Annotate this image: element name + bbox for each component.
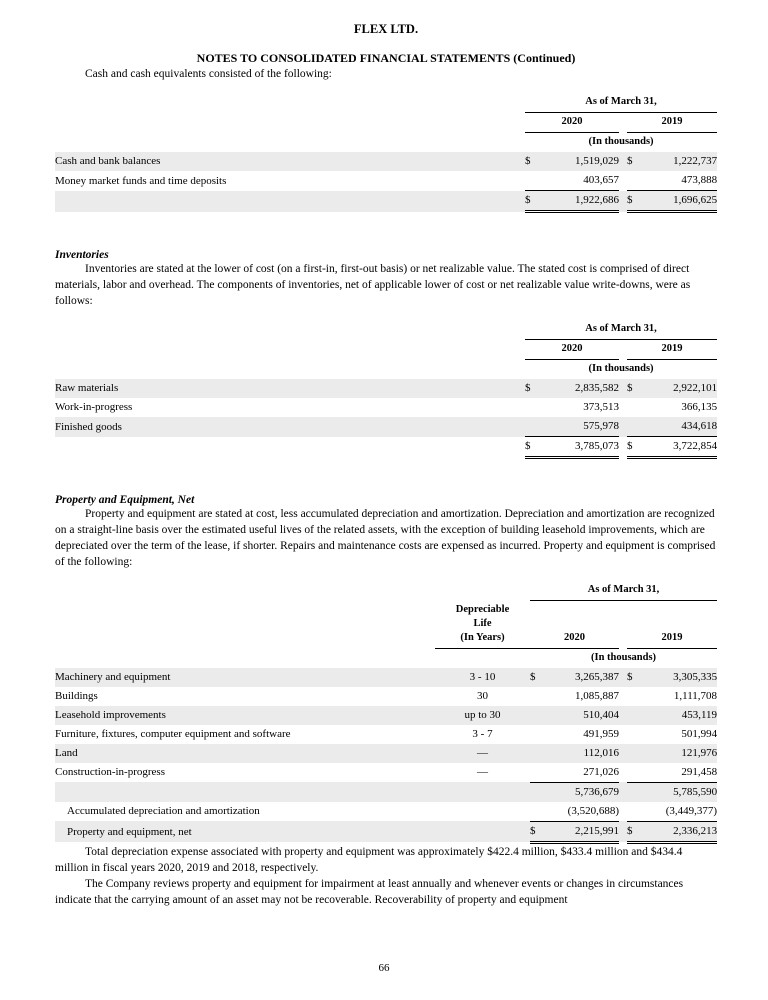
total-2020: 3,785,073 [542,437,619,458]
dollar-sign: $ [525,191,542,212]
dollar-sign: $ [627,437,643,458]
subtotal-2019: 5,785,590 [673,785,718,798]
dollar-sign: $ [525,155,531,167]
inventories-table [55,320,717,459]
year-2019-header: 2019 [627,340,717,360]
units-header: (In thousands) [588,363,654,374]
table-row [55,706,717,725]
row-label: Construction-in-progress [55,766,165,778]
value-2020: 3,265,387 [575,670,619,683]
value-2019: 453,119 [681,708,718,721]
total-2020: 1,922,686 [542,191,619,212]
table-row [55,725,717,744]
year-2020-header: 2020 [525,113,619,133]
year-2019-header: 2019 [627,113,717,133]
year-2020-header: 2020 [530,601,619,649]
table-subtotal-row [55,782,717,802]
table-row [55,152,717,171]
date-header: As of March 31, [530,581,717,601]
units-header: (In thousands) [590,651,657,663]
life-value: 3 - 7 [472,727,493,740]
table-header-years [55,340,717,360]
depreciation-expense-paragraph: Total depreciation expense associated with property and equipment was approximately $422.4 million, $433.4 million and $434.4 million in fiscal years 2020, 2019 and 2018, respectively. [55,845,683,874]
dollar-sign: $ [627,191,643,212]
dollar-sign: $ [530,821,547,842]
row-label: Accumulated depreciation and amortization [67,805,260,817]
table-header-years [55,601,717,649]
value-2019: 121,976 [681,746,718,759]
table-row [55,171,717,191]
inventories-heading: Inventories [55,249,109,261]
row-label: Buildings [55,689,98,702]
year-2019-header: 2019 [627,601,717,649]
date-header: As of March 31, [525,93,717,113]
table-row [55,417,717,437]
value-2019: 501,994 [681,727,718,740]
table-header-units [55,133,717,153]
value-2020: 1,085,887 [575,689,619,702]
row-label: Cash and bank balances [55,155,161,167]
value-2020: 2,835,582 [575,382,619,394]
dollar-sign: $ [627,382,633,394]
value-2019: 2,922,101 [673,382,718,394]
row-label: Leasehold improvements [55,708,166,721]
company-name: FLEX LTD. [353,22,419,36]
dollar-sign: $ [530,670,536,683]
value-2019: (3,449,377) [643,802,717,822]
table-header-date [55,320,717,340]
cash-intro-text: Cash and cash equivalents consisted of the following: [85,68,332,80]
total-2019: 2,336,213 [643,821,717,842]
document-title: NOTES TO CONSOLIDATED FINANCIAL STATEMENTS (Continued) [196,51,576,65]
life-value: 30 [477,689,488,702]
units-header: (In thousands) [588,136,654,147]
subtotal-2020: 5,736,679 [575,785,619,798]
date-header: As of March 31, [525,320,717,340]
value-2019: 1,222,737 [673,155,718,167]
row-label: Raw materials [55,382,119,394]
row-label: Money market funds and time deposits [55,174,227,187]
total-2019: 3,722,854 [643,437,717,458]
table-header-years [55,113,717,133]
value-2020: 1,519,029 [575,155,619,167]
inventories-paragraph: Inventories are stated at the lower of cost (on a first-in, first-out basis) or net realizable value. The stated cost is comprised of direct materials, labor and overhead. The components of inventories, net of applicable lower of cost or net realizable value write-downs, were as follows: [55,263,691,307]
dollar-sign: $ [525,437,542,458]
table-total-row [55,821,717,842]
life-value: up to 30 [464,708,501,721]
value-2019: 366,135 [681,401,718,413]
life-header: Depreciable Life (In Years) [435,601,530,649]
table-header-units [55,360,717,380]
value-2019: 473,888 [643,171,717,191]
dollar-sign: $ [627,821,643,842]
table-total-row [55,437,717,458]
life-value: 3 - 10 [469,670,496,683]
value-2019: 3,305,335 [673,670,718,683]
value-2019: 1,111,708 [673,689,718,702]
row-label: Machinery and equipment [55,670,171,683]
total-2020: 2,215,991 [547,821,619,842]
total-2019: 1,696,625 [643,191,717,212]
value-2020: 271,026 [547,763,619,783]
row-label: Furniture, fixtures, computer equipment and software [55,727,291,740]
value-2020: 112,016 [583,746,619,759]
ppe-table [55,581,717,844]
table-row [55,802,717,822]
ppe-paragraph: Property and equipment are stated at cost, less accumulated depreciation and amortization. Depreciation and amortization are recognized on a straight-line basis over the estimated useful lives of the related assets, with the exception of building leasehold improvements, which are depreciated over the term of the lease, if shorter. Repairs and maintenance costs are expensed as incurred. Property and equipment is comprised of the following: [55,508,716,568]
value-2019: 291,458 [643,763,717,783]
value-2020: (3,520,688) [547,802,619,822]
table-row [55,763,717,783]
year-2020-header: 2020 [525,340,619,360]
value-2020: 575,978 [542,417,619,437]
ppe-heading: Property and Equipment, Net [55,494,195,506]
table-row [55,379,717,398]
table-header-date [55,581,717,601]
impairment-review-paragraph: The Company reviews property and equipment for impairment at least annually and whenever events or changes in circumstances indicate that the carrying amount of an asset may not be recoverable. Recoverability of property and equipment [55,877,684,906]
value-2020: 403,657 [542,171,619,191]
value-2020: 491,959 [583,727,619,740]
table-row [55,668,717,687]
value-2020: 373,513 [583,401,619,413]
table-row [55,687,717,706]
table-header-date [55,93,717,113]
dollar-sign: $ [627,670,633,683]
page-number: 66 [378,962,390,974]
row-label: Property and equipment, net [67,826,192,838]
dollar-sign: $ [525,382,531,394]
table-row [55,398,717,417]
table-total-row [55,191,717,212]
cash-table [55,93,717,213]
life-value: — [477,746,488,759]
row-label: Work-in-progress [55,401,133,413]
row-label: Finished goods [55,420,122,433]
table-header-units [55,648,717,668]
life-value: — [477,766,488,778]
dollar-sign: $ [627,155,633,167]
row-label: Land [55,746,78,759]
table-row [55,744,717,763]
value-2019: 434,618 [643,417,717,437]
value-2020: 510,404 [583,708,619,721]
